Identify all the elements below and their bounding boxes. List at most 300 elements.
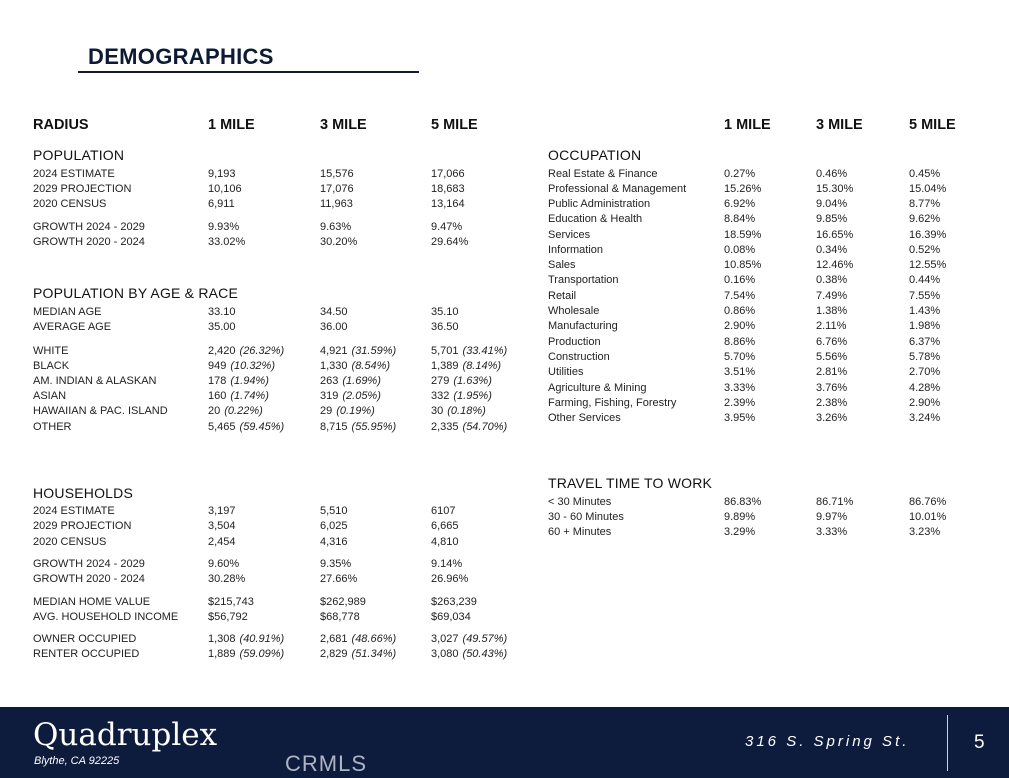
cell-value xyxy=(816,213,847,225)
value: 29.64% xyxy=(431,236,469,248)
row-label: Manufacturing xyxy=(548,320,618,332)
value: 27.66% xyxy=(320,573,358,585)
percent-share: (59.45%) xyxy=(239,421,285,433)
cell-value xyxy=(816,305,847,317)
value: 0.86% xyxy=(724,305,756,317)
row-label: Information xyxy=(548,244,604,256)
cell-value xyxy=(909,229,946,241)
value: 36.50 xyxy=(431,321,459,333)
percent-share: (48.66%) xyxy=(351,633,397,645)
value: 34.50 xyxy=(320,306,348,318)
section-population: POPULATION xyxy=(33,147,125,163)
percent-share: (0.18%) xyxy=(447,405,486,417)
header-3-mile: 3 MILE xyxy=(320,117,367,133)
cell-value xyxy=(724,496,761,508)
cell-value xyxy=(724,213,755,225)
section-age-race: POPULATION BY AGE & RACE xyxy=(33,285,239,301)
value: 263 xyxy=(320,375,339,387)
row-label: HAWAIIAN & PAC. ISLAND xyxy=(33,405,168,417)
cell-value xyxy=(816,290,847,302)
cell-value xyxy=(909,305,940,317)
table-row xyxy=(0,244,941,259)
value: 2.38% xyxy=(816,397,848,409)
cell-value xyxy=(909,320,940,332)
value: 9.97% xyxy=(816,511,848,523)
cell-value xyxy=(909,290,940,302)
cell-value xyxy=(816,382,847,394)
cell-value xyxy=(909,526,940,538)
cell-value xyxy=(816,274,847,286)
value: 178 xyxy=(208,375,227,387)
cell-value xyxy=(320,611,360,623)
cell-value xyxy=(208,596,254,608)
table-row xyxy=(0,198,941,213)
cell-value xyxy=(320,633,396,645)
row-label: OTHER xyxy=(33,421,72,433)
row-label: GROWTH 2020 - 2024 xyxy=(33,573,145,585)
row-label: 2029 PROJECTION xyxy=(33,520,132,532)
value: 26.96% xyxy=(431,573,469,585)
value: 3.51% xyxy=(724,366,756,378)
value: 6,911 xyxy=(208,198,235,210)
value: 3.26% xyxy=(816,412,848,424)
row-label: 2029 PROJECTION xyxy=(33,183,132,195)
brand-logo: Quadruplex xyxy=(33,717,218,753)
value: 3,197 xyxy=(208,505,236,517)
header-1-mile: 1 MILE xyxy=(208,117,255,133)
value: 279 xyxy=(431,375,450,387)
value: 5,465 xyxy=(208,421,236,433)
cell-value xyxy=(909,198,940,210)
value: 1,389 xyxy=(431,360,459,372)
percent-share: (2.05%) xyxy=(342,390,381,402)
cell-value xyxy=(724,244,755,256)
cell-value xyxy=(724,168,755,180)
value: 2.39% xyxy=(724,397,756,409)
title-underline xyxy=(78,71,419,73)
cell-value xyxy=(724,229,761,241)
cell-value xyxy=(909,183,946,195)
row-label: Wholesale xyxy=(548,305,600,317)
section-occupation: OCCUPATION xyxy=(548,147,642,163)
cell-value xyxy=(816,351,847,363)
value: 35.10 xyxy=(431,306,459,318)
value: 16.39% xyxy=(909,229,947,241)
row-label: 2020 CENSUS xyxy=(33,198,107,210)
percent-share: (8.54%) xyxy=(351,360,391,372)
percent-share: (55.95%) xyxy=(351,421,397,433)
value: 9.85% xyxy=(816,213,848,225)
value: 5.56% xyxy=(816,351,848,363)
table-row xyxy=(0,274,941,289)
section-travel-time: TRAVEL TIME TO WORK xyxy=(548,475,713,491)
value: 8.77% xyxy=(909,198,941,210)
value: 15.04% xyxy=(909,183,947,195)
row-label: OWNER OCCUPIED xyxy=(33,633,137,645)
row-label: GROWTH 2024 - 2029 xyxy=(33,221,145,233)
table-row xyxy=(0,611,500,626)
value: 0.46% xyxy=(816,168,848,180)
value: 13,164 xyxy=(431,198,465,210)
value: 0.08% xyxy=(724,244,756,256)
cell-value xyxy=(208,611,248,623)
value: 9,193 xyxy=(208,168,236,180)
cell-value xyxy=(208,633,284,645)
row-label: Public Administration xyxy=(548,198,651,210)
row-label: GROWTH 2020 - 2024 xyxy=(33,236,145,248)
value: 3.29% xyxy=(724,526,756,538)
percent-share: (51.34%) xyxy=(351,648,397,660)
table-row xyxy=(0,259,947,274)
occupation-header-1-mile: 1 MILE xyxy=(724,117,771,133)
value: 33.10 xyxy=(208,306,236,318)
row-label: Utilities xyxy=(548,366,584,378)
cell-value xyxy=(909,259,946,271)
value: 6.92% xyxy=(724,198,756,210)
property-address: 316 S. Spring St. xyxy=(745,733,910,750)
row-label: BLACK xyxy=(33,360,70,372)
value: 17,066 xyxy=(431,168,465,180)
row-label: GROWTH 2024 - 2029 xyxy=(33,558,145,570)
cell-value xyxy=(816,198,847,210)
value: 7.49% xyxy=(816,290,848,302)
cell-value xyxy=(724,320,755,332)
cell-value xyxy=(724,198,755,210)
value: 3.23% xyxy=(909,526,941,538)
value: 3,504 xyxy=(208,520,236,532)
value: 10,106 xyxy=(208,183,242,195)
cell-value xyxy=(816,229,853,241)
cell-value xyxy=(909,412,940,424)
table-row xyxy=(0,382,941,397)
cell-value xyxy=(431,611,471,623)
cell-value xyxy=(724,274,755,286)
row-label: AVG. HOUSEHOLD INCOME xyxy=(33,611,179,623)
percent-share: (40.91%) xyxy=(239,633,285,645)
value: 0.34% xyxy=(816,244,848,256)
value: 35.00 xyxy=(208,321,236,333)
cell-value xyxy=(320,573,357,585)
value: 4,810 xyxy=(431,536,459,548)
value: 6107 xyxy=(431,505,456,517)
value: 5.78% xyxy=(909,351,941,363)
value: 29 xyxy=(320,405,333,417)
header-5-mile: 5 MILE xyxy=(431,117,478,133)
value: 1,889 xyxy=(208,648,236,660)
page-title: DEMOGRAPHICS xyxy=(88,44,274,69)
cell-value xyxy=(816,496,853,508)
value: 33.02% xyxy=(208,236,246,248)
page-number: 5 xyxy=(974,732,985,753)
value: 10.01% xyxy=(909,511,947,523)
row-label: Education & Health xyxy=(548,213,643,225)
value: 2.70% xyxy=(909,366,941,378)
value: 332 xyxy=(431,390,450,402)
row-label: Other Services xyxy=(548,412,621,424)
row-label: Real Estate & Finance xyxy=(548,168,658,180)
value: 1,330 xyxy=(320,360,348,372)
value: 2.90% xyxy=(909,397,941,409)
cell-value xyxy=(909,496,946,508)
value: 30.28% xyxy=(208,573,246,585)
value: 1.98% xyxy=(909,320,941,332)
cell-value xyxy=(724,397,755,409)
value: 9.93% xyxy=(208,221,240,233)
row-label: RENTER OCCUPIED xyxy=(33,648,140,660)
row-label: Production xyxy=(548,336,601,348)
cell-value xyxy=(320,596,366,608)
percent-share: (1.74%) xyxy=(230,390,269,402)
cell-value xyxy=(724,305,755,317)
value: 5.70% xyxy=(724,351,756,363)
value: 6,025 xyxy=(320,520,348,532)
row-label: Farming, Fishing, Forestry xyxy=(548,397,677,409)
cell-value xyxy=(816,397,847,409)
cell-value xyxy=(909,336,940,348)
value: 4,921 xyxy=(320,345,348,357)
cell-value xyxy=(816,511,847,523)
value: 12.55% xyxy=(909,259,947,271)
value: 8.84% xyxy=(724,213,756,225)
row-label: ASIAN xyxy=(33,390,67,402)
table-row xyxy=(0,526,941,541)
value: 18,683 xyxy=(431,183,465,195)
value: $56,792 xyxy=(208,611,248,623)
cell-value xyxy=(909,213,940,225)
cell-value xyxy=(909,511,946,523)
cell-value xyxy=(724,382,755,394)
cell-value xyxy=(909,274,940,286)
section-households: HOUSEHOLDS xyxy=(33,485,134,501)
percent-share: (8.14%) xyxy=(462,360,502,372)
value: 15.30% xyxy=(816,183,854,195)
table-row xyxy=(0,633,508,648)
value: $263,239 xyxy=(431,596,477,608)
value: 5,510 xyxy=(320,505,348,517)
value: 9.04% xyxy=(816,198,848,210)
cell-value xyxy=(909,168,940,180)
table-row xyxy=(0,229,947,244)
value: 3.76% xyxy=(816,382,848,394)
watermark: CRMLS xyxy=(285,751,368,776)
cell-value xyxy=(909,382,940,394)
cell-value xyxy=(208,648,284,660)
value: 86.83% xyxy=(724,496,762,508)
row-label: Services xyxy=(548,229,591,241)
table-row xyxy=(0,511,947,526)
cell-value xyxy=(724,526,755,538)
value: 30 xyxy=(431,405,444,417)
percent-share: (10.32%) xyxy=(230,360,275,372)
value: 86.71% xyxy=(816,496,854,508)
value: 5,701 xyxy=(431,345,459,357)
value: 3,027 xyxy=(431,633,459,645)
row-label: Agriculture & Mining xyxy=(548,382,647,394)
value: 160 xyxy=(208,390,227,402)
percent-share: (59.09%) xyxy=(239,648,285,660)
row-label: 60 + Minutes xyxy=(548,526,612,538)
table-row xyxy=(0,290,941,305)
value: 9.47% xyxy=(431,221,463,233)
value: 36.00 xyxy=(320,321,348,333)
value: 0.52% xyxy=(909,244,941,256)
cell-value xyxy=(320,648,396,660)
cell-value xyxy=(724,366,755,378)
table-row xyxy=(0,183,947,198)
row-label: < 30 Minutes xyxy=(548,496,612,508)
row-label: AVERAGE AGE xyxy=(33,321,112,333)
cell-value xyxy=(909,397,940,409)
cell-value xyxy=(816,320,846,332)
value: 1.43% xyxy=(909,305,941,317)
value: 8.86% xyxy=(724,336,756,348)
cell-value xyxy=(816,183,853,195)
value: 30.20% xyxy=(320,236,358,248)
cell-value xyxy=(431,648,507,660)
cell-value xyxy=(816,259,853,271)
percent-share: (31.59%) xyxy=(351,345,397,357)
value: 0.45% xyxy=(909,168,941,180)
value: 10.85% xyxy=(724,259,762,271)
value: 16.65% xyxy=(816,229,854,241)
value: 9.35% xyxy=(320,558,352,570)
value: 2,829 xyxy=(320,648,348,660)
cell-value xyxy=(431,573,468,585)
table-row xyxy=(0,168,941,183)
occupation-header-5-mile: 5 MILE xyxy=(909,117,956,133)
row-label: 30 - 60 Minutes xyxy=(548,511,624,523)
row-label: 2024 ESTIMATE xyxy=(33,505,115,517)
row-label: Construction xyxy=(548,351,610,363)
value: 17,076 xyxy=(320,183,354,195)
cell-value xyxy=(724,259,761,271)
value: 2,335 xyxy=(431,421,459,433)
cell-value xyxy=(431,596,477,608)
value: 86.76% xyxy=(909,496,947,508)
value: 12.46% xyxy=(816,259,854,271)
value: 15,576 xyxy=(320,168,354,180)
value: 6.37% xyxy=(909,336,941,348)
value: 18.59% xyxy=(724,229,762,241)
row-label: 2020 CENSUS xyxy=(33,536,107,548)
cell-value xyxy=(816,336,847,348)
value: 3.24% xyxy=(909,412,941,424)
value: 4,316 xyxy=(320,536,348,548)
table-row xyxy=(0,648,508,663)
brand-location: Blythe, CA 92225 xyxy=(34,755,120,767)
cell-value xyxy=(724,351,755,363)
cell-value xyxy=(909,351,940,363)
value: 0.44% xyxy=(909,274,941,286)
occupation-header-3-mile: 3 MILE xyxy=(816,117,863,133)
value: 1,308 xyxy=(208,633,236,645)
percent-share: (1.69%) xyxy=(342,375,381,387)
value: 3.95% xyxy=(724,412,756,424)
value: 2,454 xyxy=(208,536,236,548)
table-row xyxy=(0,213,941,228)
value: 20 xyxy=(208,405,221,417)
cell-value xyxy=(816,412,847,424)
value: 1.38% xyxy=(816,305,848,317)
cell-value xyxy=(816,366,847,378)
percent-share: (33.41%) xyxy=(462,345,508,357)
value: 2.81% xyxy=(816,366,848,378)
value: 9.89% xyxy=(724,511,756,523)
percent-share: (50.43%) xyxy=(462,648,508,660)
cell-value xyxy=(724,511,755,523)
percent-share: (0.19%) xyxy=(336,405,375,417)
table-row xyxy=(0,496,947,511)
cell-value xyxy=(816,244,847,256)
percent-share: (0.22%) xyxy=(224,405,263,417)
cell-value xyxy=(320,558,351,570)
cell-value xyxy=(724,290,755,302)
cell-value xyxy=(431,633,507,645)
value: $262,989 xyxy=(320,596,366,608)
value: 2,681 xyxy=(320,633,348,645)
cell-value xyxy=(724,412,755,424)
percent-share: (1.94%) xyxy=(230,375,269,387)
cell-value xyxy=(816,526,847,538)
value: 9.62% xyxy=(909,213,941,225)
cell-value xyxy=(909,366,940,378)
percent-share: (26.32%) xyxy=(239,345,285,357)
row-label: MEDIAN HOME VALUE xyxy=(33,596,151,608)
value: 9.60% xyxy=(208,558,240,570)
table-row xyxy=(0,397,941,412)
value: 3,080 xyxy=(431,648,459,660)
value: 319 xyxy=(320,390,339,402)
value: 2.11% xyxy=(816,320,847,332)
row-label: 2024 ESTIMATE xyxy=(33,168,115,180)
value: 7.54% xyxy=(724,290,756,302)
header-radius: RADIUS xyxy=(33,117,89,133)
row-label: Retail xyxy=(548,290,577,302)
table-row xyxy=(0,573,500,588)
percent-share: (1.63%) xyxy=(453,375,492,387)
cell-value xyxy=(909,244,940,256)
value: 3.33% xyxy=(724,382,756,394)
cell-value xyxy=(208,573,245,585)
cell-value xyxy=(724,336,755,348)
value: $215,743 xyxy=(208,596,254,608)
value: 8,715 xyxy=(320,421,348,433)
value: 4.28% xyxy=(909,382,941,394)
row-label: MEDIAN AGE xyxy=(33,306,102,318)
value: 11,963 xyxy=(320,198,353,210)
value: $68,778 xyxy=(320,611,360,623)
value: 2,420 xyxy=(208,345,236,357)
value: $69,034 xyxy=(431,611,471,623)
value: 0.16% xyxy=(724,274,756,286)
value: 6,665 xyxy=(431,520,459,532)
value: 7.55% xyxy=(909,290,941,302)
cell-value xyxy=(208,558,239,570)
footer-divider xyxy=(947,715,948,771)
row-label: Sales xyxy=(548,259,576,271)
row-label: Professional & Management xyxy=(548,183,687,195)
cell-value xyxy=(431,558,462,570)
value: 9.63% xyxy=(320,221,352,233)
table-row xyxy=(0,305,941,320)
row-label: Transportation xyxy=(548,274,619,286)
value: 9.14% xyxy=(431,558,463,570)
value: 0.27% xyxy=(724,168,756,180)
percent-share: (49.57%) xyxy=(462,633,508,645)
value: 949 xyxy=(208,360,227,372)
value: 2.90% xyxy=(724,320,756,332)
table-row xyxy=(0,320,941,335)
